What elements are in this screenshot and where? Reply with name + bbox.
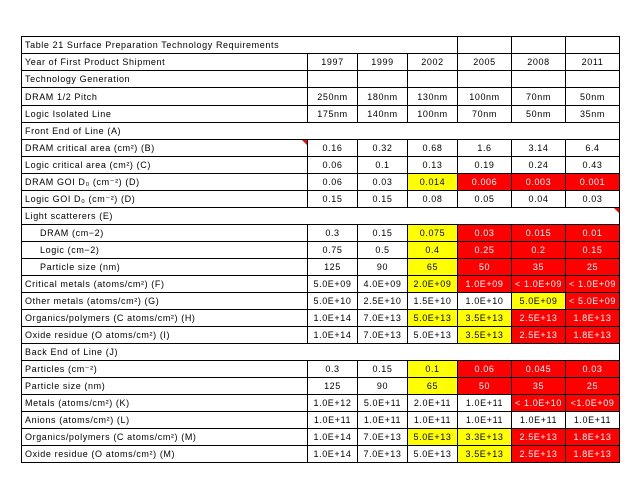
value-cell: 1.0E+09 xyxy=(458,276,512,293)
row-label: Logic GOI D₀ (cm⁻²) (D) xyxy=(22,191,308,208)
table-title: Table 21 Surface Preparation Technology Requirements xyxy=(22,37,458,54)
value-cell: 1.0E+11 xyxy=(512,412,566,429)
row-label: Particle size (nm) xyxy=(22,378,308,395)
value-cell: 0.06 xyxy=(308,174,358,191)
value-cell: 5.0E+10 xyxy=(308,293,358,310)
value-cell: 0.045 xyxy=(512,361,566,378)
table-row xyxy=(22,174,620,191)
header-value: 1997 xyxy=(308,54,358,71)
value-cell: 0.25 xyxy=(458,242,512,259)
value-cell: 1.5E+10 xyxy=(408,293,458,310)
row-label: Logic (cm−2) xyxy=(22,242,308,259)
row-label: DRAM (cm−2) xyxy=(22,225,308,242)
table-row xyxy=(22,157,620,174)
header-value xyxy=(512,71,566,88)
value-cell: 0.08 xyxy=(408,191,458,208)
value-cell: 90 xyxy=(358,378,408,395)
table-row xyxy=(22,429,620,446)
value-cell: 1.0E+14 xyxy=(308,327,358,344)
value-cell: 25 xyxy=(566,378,620,395)
value-cell: 1.8E+13 xyxy=(566,446,620,463)
value-cell: 0.03 xyxy=(566,191,620,208)
value-cell: 0.03 xyxy=(458,225,512,242)
value-cell: 1.0E+11 xyxy=(458,395,512,412)
section-title: Back End of Line (J) xyxy=(22,344,620,361)
value-cell: 2.5E+13 xyxy=(512,446,566,463)
table-row xyxy=(22,191,620,208)
value-cell: 35 xyxy=(512,259,566,276)
value-cell: 2.5E+13 xyxy=(512,429,566,446)
value-cell: 0.014 xyxy=(408,174,458,191)
table-row xyxy=(22,327,620,344)
value-cell: 125 xyxy=(308,378,358,395)
row-label: Critical metals (atoms/cm²) (F) xyxy=(22,276,308,293)
value-cell: < 5.0E+09 xyxy=(566,293,620,310)
header-row xyxy=(22,54,620,71)
header-value: 2008 xyxy=(512,54,566,71)
header-label: Logic Isolated Line xyxy=(22,106,308,123)
header-value: 50nm xyxy=(566,88,620,106)
header-value: 50nm xyxy=(512,106,566,123)
value-cell: 0.2 xyxy=(512,242,566,259)
value-cell: 1.6 xyxy=(458,140,512,157)
table-row xyxy=(22,225,620,242)
table-row xyxy=(22,378,620,395)
value-cell: < 1.0E+09 xyxy=(512,276,566,293)
value-cell: 50 xyxy=(458,259,512,276)
header-value xyxy=(458,71,512,88)
value-cell: 0.68 xyxy=(408,140,458,157)
value-cell: 0.16 xyxy=(308,140,358,157)
value-cell: 25 xyxy=(566,259,620,276)
header-label: Year of First Product Shipment xyxy=(22,54,308,71)
value-cell: 3.5E+13 xyxy=(458,327,512,344)
value-cell: 0.03 xyxy=(566,361,620,378)
header-value xyxy=(358,71,408,88)
value-cell: 0.5 xyxy=(358,242,408,259)
value-cell: 5.0E+13 xyxy=(408,310,458,327)
table-row xyxy=(22,412,620,429)
value-cell: 0.3 xyxy=(308,361,358,378)
empty-cell xyxy=(512,37,566,54)
table-row xyxy=(22,208,620,225)
value-cell: 0.32 xyxy=(358,140,408,157)
value-cell: 0.003 xyxy=(512,174,566,191)
value-cell: 1.0E+11 xyxy=(458,412,512,429)
value-cell: 0.75 xyxy=(308,242,358,259)
value-cell: 1.8E+13 xyxy=(566,429,620,446)
value-cell: 3.5E+13 xyxy=(458,446,512,463)
value-cell: 0.04 xyxy=(512,191,566,208)
value-cell: 0.075 xyxy=(408,225,458,242)
value-cell: 7.0E+13 xyxy=(358,446,408,463)
value-cell: 1.8E+13 xyxy=(566,327,620,344)
value-cell: 5.0E+13 xyxy=(408,327,458,344)
empty-cell xyxy=(458,37,512,54)
value-cell: 2.5E+10 xyxy=(358,293,408,310)
table-row xyxy=(22,259,620,276)
value-cell: 0.19 xyxy=(458,157,512,174)
value-cell: 0.006 xyxy=(458,174,512,191)
table-row xyxy=(22,361,620,378)
value-cell: 3.3E+13 xyxy=(458,429,512,446)
value-cell: 1.0E+12 xyxy=(308,395,358,412)
row-label: Organics/polymers (C atoms/cm²) (M) xyxy=(22,429,308,446)
row-label: Particle size (nm) xyxy=(22,259,308,276)
header-row xyxy=(22,71,620,88)
header-value: 2005 xyxy=(458,54,512,71)
header-value: 175nm xyxy=(308,106,358,123)
value-cell: 5.0E+09 xyxy=(512,293,566,310)
value-cell: 1.0E+14 xyxy=(308,446,358,463)
value-cell: 2.5E+13 xyxy=(512,327,566,344)
value-cell: 0.001 xyxy=(566,174,620,191)
value-cell: 0.15 xyxy=(358,361,408,378)
table-row xyxy=(22,395,620,412)
value-cell: 4.0E+09 xyxy=(358,276,408,293)
section-header-row xyxy=(22,344,620,361)
value-cell: 5.0E+13 xyxy=(408,446,458,463)
row-label: Other metals (atoms/cm²) (G) xyxy=(22,293,308,310)
value-cell: 0.1 xyxy=(408,361,458,378)
value-cell: 1.0E+11 xyxy=(566,412,620,429)
value-cell: 0.13 xyxy=(408,157,458,174)
header-row xyxy=(22,88,620,106)
value-cell: 1.0E+11 xyxy=(308,412,358,429)
value-cell: <1.0E+09 xyxy=(566,395,620,412)
value-cell: 7.0E+13 xyxy=(358,327,408,344)
value-cell: 1.8E+13 xyxy=(566,310,620,327)
value-cell: 0.01 xyxy=(566,225,620,242)
header-value xyxy=(566,71,620,88)
value-cell: 7.0E+13 xyxy=(358,310,408,327)
row-label: Particles (cm⁻²) xyxy=(22,361,308,378)
table-row xyxy=(22,310,620,327)
value-cell: 3.14 xyxy=(512,140,566,157)
value-cell: 50 xyxy=(458,378,512,395)
value-cell: 3.5E+13 xyxy=(458,310,512,327)
header-label: DRAM 1/2 Pitch xyxy=(22,88,308,106)
row-label: DRAM GOI D₀ (cm⁻²) (D) xyxy=(22,174,308,191)
value-cell: 0.4 xyxy=(408,242,458,259)
row-label: DRAM critical area (cm²) (B) xyxy=(22,140,308,157)
value-cell: 5.0E+09 xyxy=(308,276,358,293)
value-cell: 1.0E+10 xyxy=(458,293,512,310)
row-label: Anions (atoms/cm²) (L) xyxy=(22,412,308,429)
header-value: 250nm xyxy=(308,88,358,106)
requirements-table xyxy=(21,36,620,463)
value-cell: 0.06 xyxy=(308,157,358,174)
table-row xyxy=(22,293,620,310)
value-cell: 0.15 xyxy=(358,225,408,242)
value-cell: 0.3 xyxy=(308,225,358,242)
header-value xyxy=(308,71,358,88)
value-cell: 90 xyxy=(358,259,408,276)
table-row xyxy=(22,276,620,293)
value-cell: 7.0E+13 xyxy=(358,429,408,446)
value-cell: 1.0E+11 xyxy=(408,412,458,429)
value-cell: < 1.0E+09 xyxy=(566,276,620,293)
header-label: Technology Generation xyxy=(22,71,308,88)
header-value xyxy=(408,71,458,88)
value-cell: 0.06 xyxy=(458,361,512,378)
header-row xyxy=(22,106,620,123)
row-label: Organics/polymers (C atoms/cm²) (H) xyxy=(22,310,308,327)
row-label: Logic critical area (cm²) (C) xyxy=(22,157,308,174)
value-cell: 0.03 xyxy=(358,174,408,191)
value-cell: 0.15 xyxy=(566,242,620,259)
value-cell: 6.4 xyxy=(566,140,620,157)
empty-cell xyxy=(566,37,620,54)
row-label: Metals (atoms/cm²) (K) xyxy=(22,395,308,412)
header-value: 100nm xyxy=(458,88,512,106)
table-body xyxy=(22,37,620,463)
header-value: 70nm xyxy=(512,88,566,106)
header-value: 180nm xyxy=(358,88,408,106)
header-value: 1999 xyxy=(358,54,408,71)
header-value: 100nm xyxy=(408,106,458,123)
section-header-row xyxy=(22,123,620,140)
value-cell: 0.24 xyxy=(512,157,566,174)
value-cell: 2.0E+11 xyxy=(408,395,458,412)
table-row xyxy=(22,140,620,157)
header-value: 35nm xyxy=(566,106,620,123)
value-cell: < 1.0E+10 xyxy=(512,395,566,412)
value-cell: 125 xyxy=(308,259,358,276)
value-cell: 0.05 xyxy=(458,191,512,208)
table-row xyxy=(22,446,620,463)
section-title: Front End of Line (A) xyxy=(22,123,620,140)
value-cell: 2.0E+09 xyxy=(408,276,458,293)
header-value: 2002 xyxy=(408,54,458,71)
value-cell: 0.1 xyxy=(358,157,408,174)
row-label: Light scatterers (E) xyxy=(22,208,620,225)
value-cell: 0.015 xyxy=(512,225,566,242)
value-cell: 1.0E+11 xyxy=(358,412,408,429)
value-cell: 5.0E+13 xyxy=(408,429,458,446)
header-value: 140nm xyxy=(358,106,408,123)
header-value: 130nm xyxy=(408,88,458,106)
value-cell: 2.5E+13 xyxy=(512,310,566,327)
value-cell: 5.0E+11 xyxy=(358,395,408,412)
value-cell: 0.43 xyxy=(566,157,620,174)
value-cell: 35 xyxy=(512,378,566,395)
row-label: Oxide residue (O atoms/cm²) (I) xyxy=(22,327,308,344)
value-cell: 65 xyxy=(408,378,458,395)
value-cell: 0.15 xyxy=(308,191,358,208)
header-value: 70nm xyxy=(458,106,512,123)
header-value: 2011 xyxy=(566,54,620,71)
row-label: Oxide residue (O atoms/cm²) (M) xyxy=(22,446,308,463)
value-cell: 0.15 xyxy=(358,191,408,208)
value-cell: 1.0E+14 xyxy=(308,429,358,446)
table-row xyxy=(22,242,620,259)
value-cell: 1.0E+14 xyxy=(308,310,358,327)
value-cell: 65 xyxy=(408,259,458,276)
